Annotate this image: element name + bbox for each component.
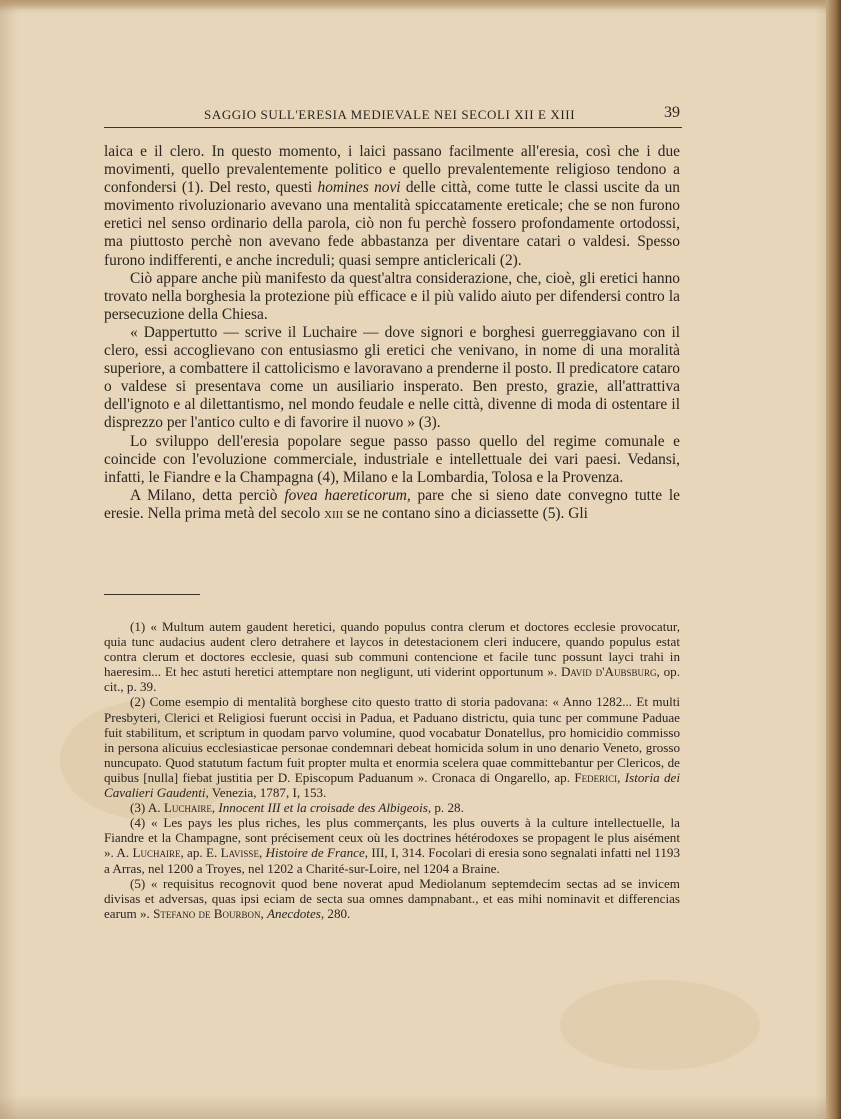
paragraph-1: laica e il clero. In questo momento, i laici passano facilmente all'eresia, così che i due movimenti, quello prevalentemente politico e quello prevalentemente religioso tendono a confondersi (1). Del resto, questi homines novi delle città, come tutte le classi uscite da un movimento rivoluzionario avevano una mentalità spiccatamente ereticale; che se non furono eretici nel senso ordinario della parola, ciò non fu perchè fossero profondamente ortodossi, ma piuttosto perchè non avevano fede abbastanza per diventare catari o valdesi. Spesso furono indifferenti, e anche increduli; quasi sempre anticlericali (2). (104, 143, 680, 269)
footnote-3: (3) A. Luchaire, Innocent III et la croisade des Albigeois, p. 28. (130, 800, 464, 816)
footnote-1: (1) « Multum autem gaudent heretici, quando populus contra clerum et doctores ecclesie provocatur, quia tunc audacius audent clero detrahere et laycos in detestacionem cleri inducere, quando populus estat contra clerum et doctores ecclesie, quasi sub communi contencione et facile tunc possunt layci trahi in haeresim... Et hec astuti heretici attemptare non negligunt, uti viderint opportunum ». David d'Aubsburg, op. cit., p. 39. (104, 619, 680, 695)
footnote-5: (5) « requisitus recognovit quod bene noverat apud Mediolanum septemdecim sectas ad se invicem divisas et adversas, quas ipsi eciam de secta sua omnes dampnabant., et eas mihi nominavit et differencias earum ». Stefano de Bourbon, Anecdotes, 280. (104, 875, 680, 921)
page-top-edge (0, 0, 841, 10)
footnotes (104, 619, 680, 921)
page-right-edge-shadow (826, 0, 841, 1119)
page-number: 39 (664, 104, 680, 121)
paragraph-3: « Dappertutto — scrive il Luchaire — dove signori e borghesi guerreggiavano con il clero, essi accoglievano con entusiasmo gli eretici che venivano, in nome di una moralità superiore, a combattere il cattolicismo e lavoravano a prenderne il posto. Il predicatore cataro o valdese si presentava come un ausiliario insperato. Ben presto, grazie, all'attrattiva dell'ignoto e al dilettantismo, nel mondo feudale e nelle città, divenne di moda di ostentare il disprezzo per l'antico culto e di favorire il nuovo » (3). (104, 323, 680, 432)
running-title: SAGGIO SULL'ERESIA MEDIEVALE NEI SECOLI XII E XIII (204, 107, 576, 122)
paper-stain (560, 980, 760, 1070)
footnote-rule (104, 594, 200, 595)
paragraph-4: Lo sviluppo dell'eresia popolare segue passo passo quello del regime comunale e coincide con l'evoluzione commerciale, industriale e intellettuale dei vari paesi. Vedansi, infatti, le Fiandre e la Champagna (4), Milano e la Lombardia, Tolosa e la Provenza. (104, 432, 680, 486)
paragraph-2: Ciò appare anche più manifesto da quest'altra considerazione, che, cioè, gli eretici hanno trovato nella borghesia la protezione più efficace e il più valido aiuto per difendersi contro la persecuzione della Chiesa. (104, 269, 680, 323)
running-header (104, 104, 682, 126)
footnote-2: (2) Come esempio di mentalità borghese cito questo tratto di storia padovana: « Anno 1282... Et multi Presbyteri, Clerici et Religiosi fuerunt occisi in Padua, et Paduano districtu, quia tunc per commune Paduae fuit stabilitum, et scriptum in quodam parvo volumine, quod vocabatur Donatellus, pro homicidio commisso in persona alicuius ecclesiasticae personae condemnari debeat homicida solum in uno denario Veneto, grosso nuncupato. Quod statutum factum fuit propter multa et enormia scelera quae committebantur per Clericos, de quibus [nulla] fiebat justitia per D. Episcopum Paduanum ». Cronaca di Ongarello, ap. Federici, Istoria dei Cavalieri Gaudenti, Venezia, 1787, I, 153. (104, 694, 680, 801)
header-rule (104, 127, 682, 128)
main-text (104, 143, 680, 523)
footnote-4: (4) « Les pays les plus riches, les plus commerçants, les plus ouverts à la culture intellectuelle, la Fiandre et la Champagne, sont précisement ceux où les doctrines hétérodoxes se propagent le plus aisément ». A. Luchaire, ap. E. Lavisse, Histoire de France, III, I, 314. Focolari di eresia sono segnalati infatti nel 1193 a Arras, nel 1200 a Troyes, nel 1202 a Charité-sur-Loire, nel 1204 a Braine. (104, 815, 681, 876)
paragraph-5: A Milano, detta perciò fovea haereticorum, pare che si sieno date convegno tutte le eresie. Nella prima metà del secolo xiii se ne contano sino a diciassette (5). Gli (104, 486, 680, 522)
